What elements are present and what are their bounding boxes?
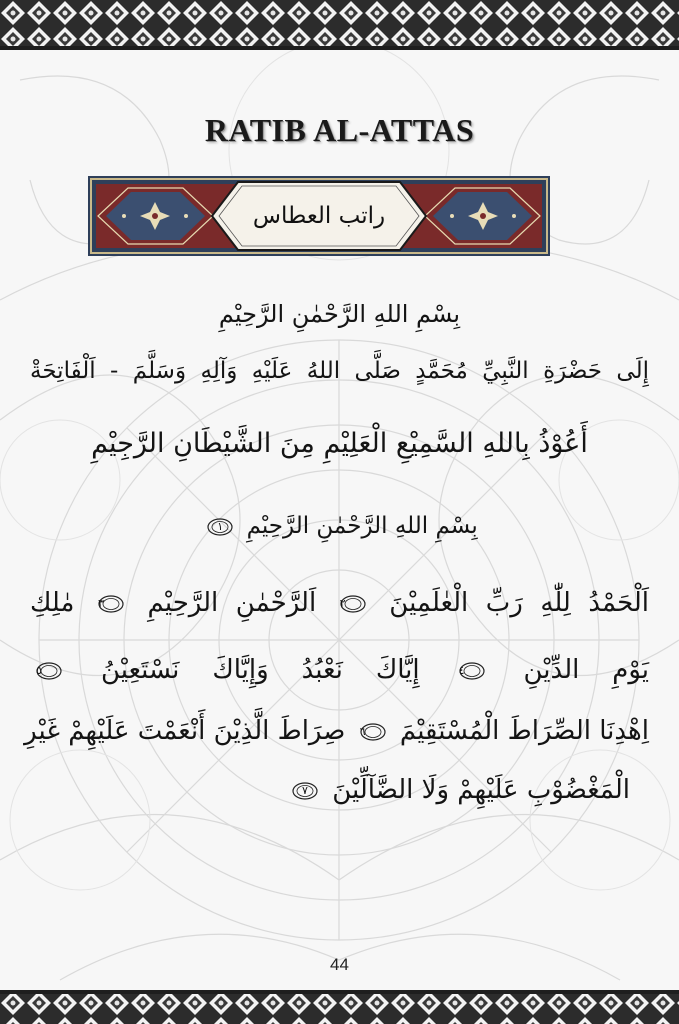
verse-number-marker <box>292 782 318 800</box>
verse-text: إِيَّاكَ نَعْبُدُ وَإِيَّاكَ نَسْتَعِيْنُ <box>100 655 420 685</box>
verse-number-marker <box>207 518 233 536</box>
fatiha-line-4 <box>24 716 649 746</box>
verse-number-marker <box>360 723 386 741</box>
verse-text: اِهْدِنَا الصِّرَاطَ الْمُسْتَقِيْمَ <box>399 716 649 746</box>
fatiha-line-2 <box>30 588 649 618</box>
verse-text: اَلرَّحْمٰنِ الرَّحِيْمِ <box>147 588 317 618</box>
verse-number: ٤ <box>458 663 465 677</box>
verse-number: ٣ <box>98 596 104 610</box>
verse-number-marker <box>459 662 485 680</box>
page-title: RATIB AL-ATTAS <box>204 112 475 148</box>
fatiha-line-3 <box>30 655 649 685</box>
title-banner <box>88 176 550 256</box>
verse-text: اَلْحَمْدُ لِلّٰهِ رَبِّ الْعٰلَمِيْنَ <box>389 588 650 618</box>
verse-number-marker <box>98 595 124 613</box>
verse-text: الْمَغْضُوْبِ عَلَيْهِمْ وَلَا الضَّآلِّيْنَ <box>332 775 630 805</box>
verse-text: يَوْمِ الدِّيْنِ <box>523 655 650 685</box>
verse-number: ٥ <box>36 663 42 677</box>
top-ornament-border <box>0 0 679 50</box>
audhu-line: أَعُوْذُ بِاللهِ السَّمِيْعِ الْعَلِيْمِ مِنَ الشَّيْطَانِ الرَّجِيْمِ <box>91 428 588 459</box>
verse-text: بِسْمِ اللهِ الرَّحْمٰنِ الرَّحِيْمِ <box>246 513 478 539</box>
ila-hadrati-line: إِلَى حَضْرَةِ النَّبِيِّ مُحَمَّدٍ صَلَّى اللهُ عَلَيْهِ وَآلِهِ وَسَلَّمَ - اَلْفَاتِحَةْ <box>30 358 649 384</box>
page-number: 44 <box>330 955 349 974</box>
banner-arabic-title: راتب العطاس <box>252 203 386 229</box>
verse-text: صِرَاطَ الَّذِيْنَ أَنْعَمْتَ عَلَيْهِمْ غَيْرِ <box>24 716 346 746</box>
basmala-line: بِسْمِ اللهِ الرَّحْمٰنِ الرَّحِيْمِ <box>218 300 461 328</box>
verse-text: مٰلِكِ <box>30 588 75 618</box>
verse-number-marker <box>36 662 62 680</box>
fatiha-line-1 <box>30 513 649 539</box>
verse-number-marker <box>340 595 366 613</box>
verse-number: ١ <box>217 519 224 533</box>
verse-number: ٢ <box>339 596 346 610</box>
verse-number: ٧ <box>301 783 308 797</box>
fatiha-line-5 <box>30 775 630 805</box>
verse-number: ٦ <box>359 724 366 738</box>
bottom-ornament-border <box>0 990 679 1024</box>
